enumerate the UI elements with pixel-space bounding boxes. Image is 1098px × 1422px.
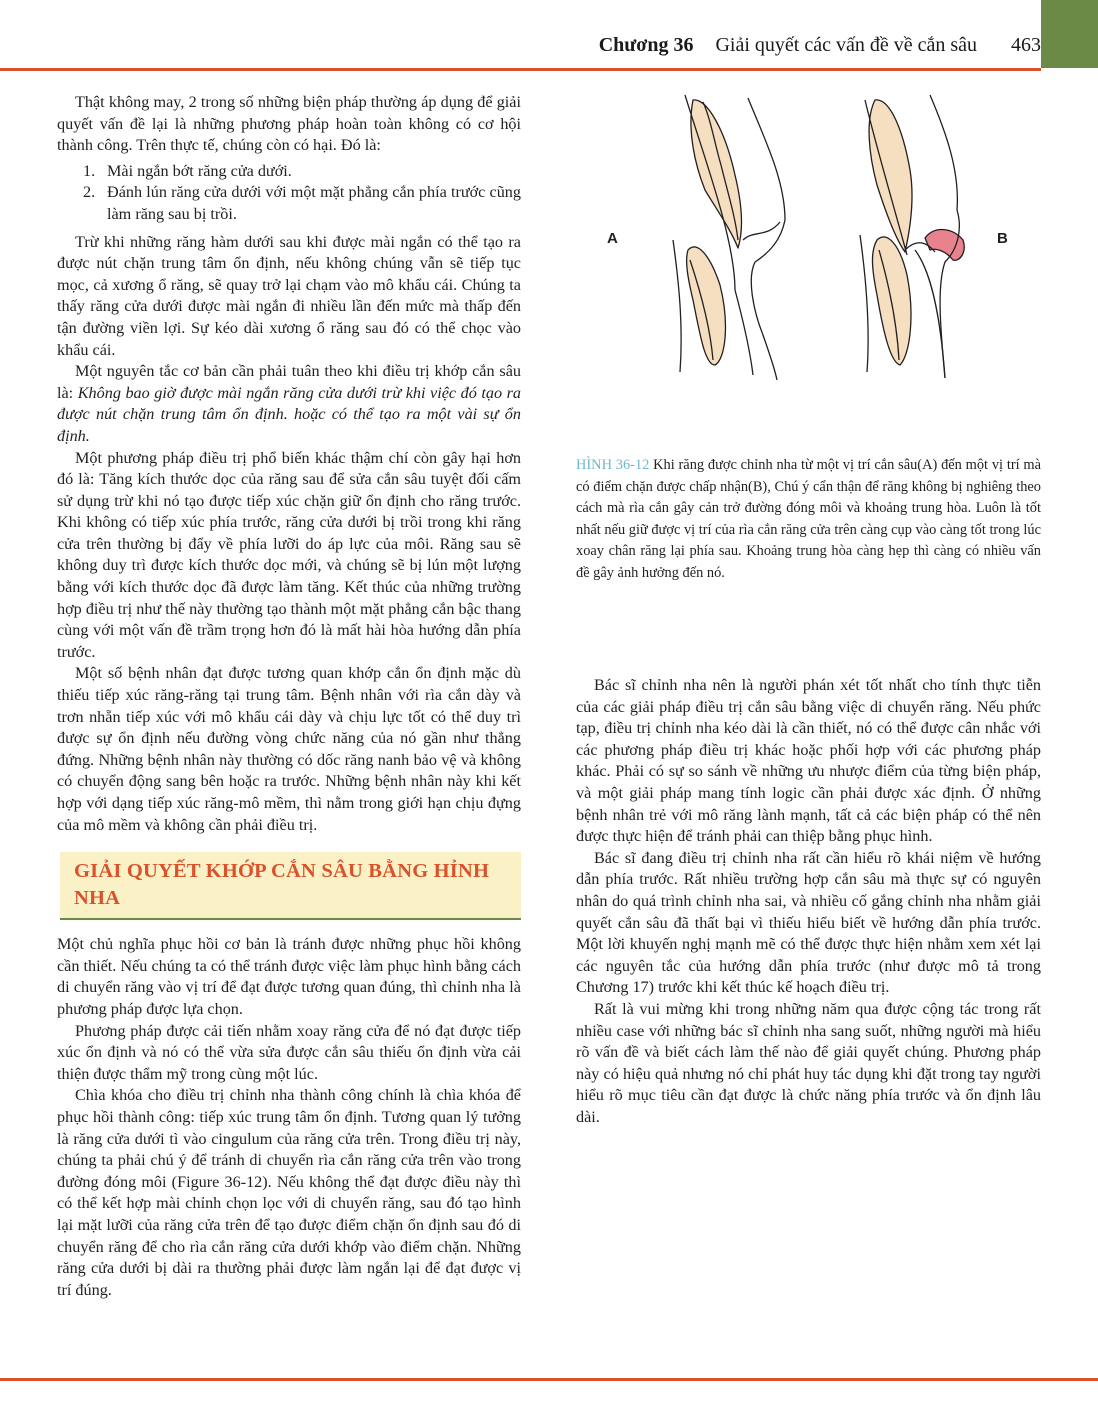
running-header xyxy=(599,34,1041,57)
paragraph: Trừ khi những răng hàm dưới sau khi được mài ngắn có thể tạo ra được nút chặn trung tâm ổn định, nếu không chúng vẫn sẽ tiếp tục mọc, cả xương ổ răng, sẽ quay trở lại chạm vào mô khẩu cái. Chúng ta thấy răng cửa dưới được mài ngắn đi nhiều lần đến mức mà thấp đến tận đường viền lợi. Sự kéo dài xương ổ răng sau đó có thể chọc vào khẩu cái. xyxy=(57,232,521,359)
chapter-number: 36 xyxy=(673,34,694,56)
paragraph: Một nguyên tắc cơ bản cần phải tuân theo khi điều trị khớp cắn sâu là: Không bao giờ được mài ngắn răng cửa dưới trừ khi việc đó tạo ra được nút chặn trung tâm ổn định. hoặc có thể tạo ra một vài sự ổn định. xyxy=(57,362,521,445)
section-heading-box xyxy=(60,852,521,920)
left-column xyxy=(57,92,521,1301)
paragraph: Một số bệnh nhân đạt được tương quan khớp cắn ổn định mặc dù thiếu tiếp xúc răng-răng tại trung tâm. Bệnh nhân với rìa cắn dày và trơn nhẵn tiếp xúc với mô khẩu cái dày và chịu lực tốt có thể duy trì được sự ổn định nếu đường vòng chức năng của nó gần như thẳng đứng. Những bệnh nhân này thường có dốc răng nanh bảo vệ và không có chuyển động sang bên hoặc ra trước. Những bệnh nhân này khi kết hợp với dạng tiếp xúc răng-mô mềm, thì nằm trong giới hạn chịu đựng của mô mềm và không cần phải điều trị. xyxy=(57,664,521,834)
figure-caption xyxy=(576,455,1041,585)
paragraph: Bác sĩ đang điều trị chỉnh nha rất cần hiểu rõ khái niệm về hướng dẫn phía trước. Rất nhiều trường hợp cắn sâu mà thực sự có nguyên nhân do quá trình chỉnh nha sai, và nhiều cố gắng chỉnh nha nhằm giải quyết cắn sâu đã thất bại vì thiếu hiểu biết về hướng dẫn phía trước. Một lời khuyến nghị mạnh mẽ có thể được thực hiện nhằm xem xét lại các nguyên tắc của hướng dẫn phía trước (như được mô tả trong Chương 17) trước khi kết thúc kế hoạch điều trị. xyxy=(576,848,1041,997)
paragraph: Thật không may, 2 trong số những biện pháp thường áp dụng để giải quyết vấn đề lại là những phương pháp hoàn toàn không có cơ hội thành công. Trên thực tế, chúng còn có hại. Đó là: xyxy=(57,93,521,155)
paragraph: Một chủ nghĩa phục hồi cơ bản là tránh được những phục hồi không cần thiết. Nếu chúng ta có thể tránh được việc làm phục hình bằng cách di chuyển răng vào vị trí để đạt được tương quan đúng, thì chỉnh nha là phương pháp được lựa chọn. xyxy=(57,935,521,1018)
footer-rule xyxy=(0,1378,1098,1381)
paragraph: Một phương pháp điều trị phổ biến khác thậm chí còn gây hại hơn đó là: Tăng kích thước dọc của răng sau để sửa cắn sâu tuyệt đối cấm sử dụng trừ khi nó tạo được tiếp xúc chặn giữ ổn định cho răng trước. Khi không có tiếp xúc phía trước, răng cửa dưới bị trồi trong khi răng cửa trên thường bị đẩy về phía lưỡi do áp lực của môi. Răng sau sẽ không duy trì được kích thước dọc mới, và chúng sẽ bị lún một lượng bằng với kích thước dọc đã được làm tăng. Kết thúc của những trường hợp điều trị như thế này thường tạo thành một mặt phẳng cắn bậc thang cùng với một vấn đề trầm trọng hơn đó là mất hài hòa hướng dẫn phía trước. xyxy=(57,448,521,661)
paragraph: Phương pháp được cải tiến nhằm xoay răng cửa để nó đạt được tiếp xúc ổn định và nó có thể vừa sửa được cắn sâu thiếu ổn định vừa cải thiện được thẩm mỹ trong cùng một lúc. xyxy=(57,1021,521,1083)
upper-incisor-b xyxy=(869,100,912,252)
list-item: 2. 2. Đánh lún răng cửa dưới với một mặt phẳng cắn phía trước cũng làm răng sau bị trồi. xyxy=(107,182,521,225)
numbered-list xyxy=(57,161,521,226)
paragraph: Bác sĩ chỉnh nha nên là người phán xét tốt nhất cho tính thực tiễn của các giải pháp điều trị cắn sâu bằng việc di chuyển răng. Nếu phức tạp, điều trị chỉnh nha kéo dài là cần thiết, nó có thể được cân nhắc với các phương pháp điều trị khác hoặc phối hợp với các phương pháp khác. Phải có sự so sánh về những ưu nhược điểm của từng biện pháp, và một giải pháp mang tính logic cần phải được xác định. Ở những bệnh nhân trẻ với mô răng lành mạnh, tất cả các biện pháp có thể nên được thực hiện để tránh phải can thiệp bằng phục hình. xyxy=(576,676,1041,846)
section-title: GIẢI QUYẾT KHỚP CẮN SÂU BẰNG HỈNH NHA xyxy=(74,860,490,910)
header-rule xyxy=(0,68,1041,71)
paragraph: Rất là vui mừng khi trong những năm qua được cộng tác trong rất nhiều case với những bác sĩ chỉnh nha sang suốt, những người mà hiểu rõ vấn đề và biết cách làm thế nào để giải quyết chúng. Phương pháp này có hiệu quả nhưng nó chỉ phát huy tác dụng khi đặt trong tay người hiểu rõ mục tiêu cần đạt được là chức năng phía trước và ổn định lâu dài. xyxy=(576,999,1041,1126)
chapter-label: Chương xyxy=(598,34,669,56)
tooth-diagram xyxy=(585,90,1045,390)
chapter-title: Giải quyết các vấn đề về cắn sâu xyxy=(715,34,977,56)
emphasis-text: Không bao giờ được mài ngắn răng cửa dưới trừ khi việc đó tạo ra được nút chặn trung tâm ổn định. hoặc có thể tạo ra một vài sự ổn định. xyxy=(57,383,521,445)
caption-label: HÌNH 36-12 xyxy=(576,457,650,473)
chapter-tab xyxy=(1041,0,1098,68)
right-column xyxy=(576,675,1041,1128)
caption-text: Khi răng được chỉnh nha từ một vị trí cắn sâu(A) đến một vị trí mà có điểm chặn được chấp nhận(B), Chú ý cẩn thận để răng không bị nghiêng theo cách mà rìa cắn gây cản trở đường đóng môi và khoảng trung hòa. Luôn là tốt nhất nếu giữ được vị trí của rìa cắn răng cửa trên càng cụp vào càng tốt trong lúc xoay chân răng lại phía sau. Khoảng trung hòa càng hẹp thì càng có nhiều vấn đề gây ảnh hưởng đến nó. xyxy=(576,457,1041,581)
lower-incisor-a xyxy=(687,247,726,365)
upper-incisor-a xyxy=(691,100,742,248)
panel-label-a: A xyxy=(607,230,618,247)
list-item: 1. 1. Mài ngắn bớt răng cửa dưới. xyxy=(107,161,521,183)
page-number: 463 xyxy=(1011,34,1041,56)
panel-label-b: B xyxy=(997,230,1008,247)
figure-36-12 xyxy=(585,90,1045,390)
paragraph: Chìa khóa cho điều trị chỉnh nha thành công chính là chìa khóa để phục hồi thành công: tiếp xúc trung tâm ổn định. Tương quan lý tưởng là răng cửa dưới tì vào cingulum của răng cửa trên. Trong điều trị này, chúng ta phải chú ý để tránh di chuyển rìa cắn răng cửa trên vào trong đường đóng môi (Figure 36-12). Nếu không thể đạt được điều này thì có thể kết hợp mài chỉnh chọn lọc với di chuyển răng, sau đó tạo hình lại mặt lưỡi của răng cửa trên để tạo được điểm chặn ổn định sau đó di chuyển răng để cho rìa cắn răng cửa dưới khớp vào điểm chặn. Những răng cửa dưới bị dài ra thường phải được làm ngắn lại để đạt được vị trí đúng. xyxy=(57,1086,521,1299)
